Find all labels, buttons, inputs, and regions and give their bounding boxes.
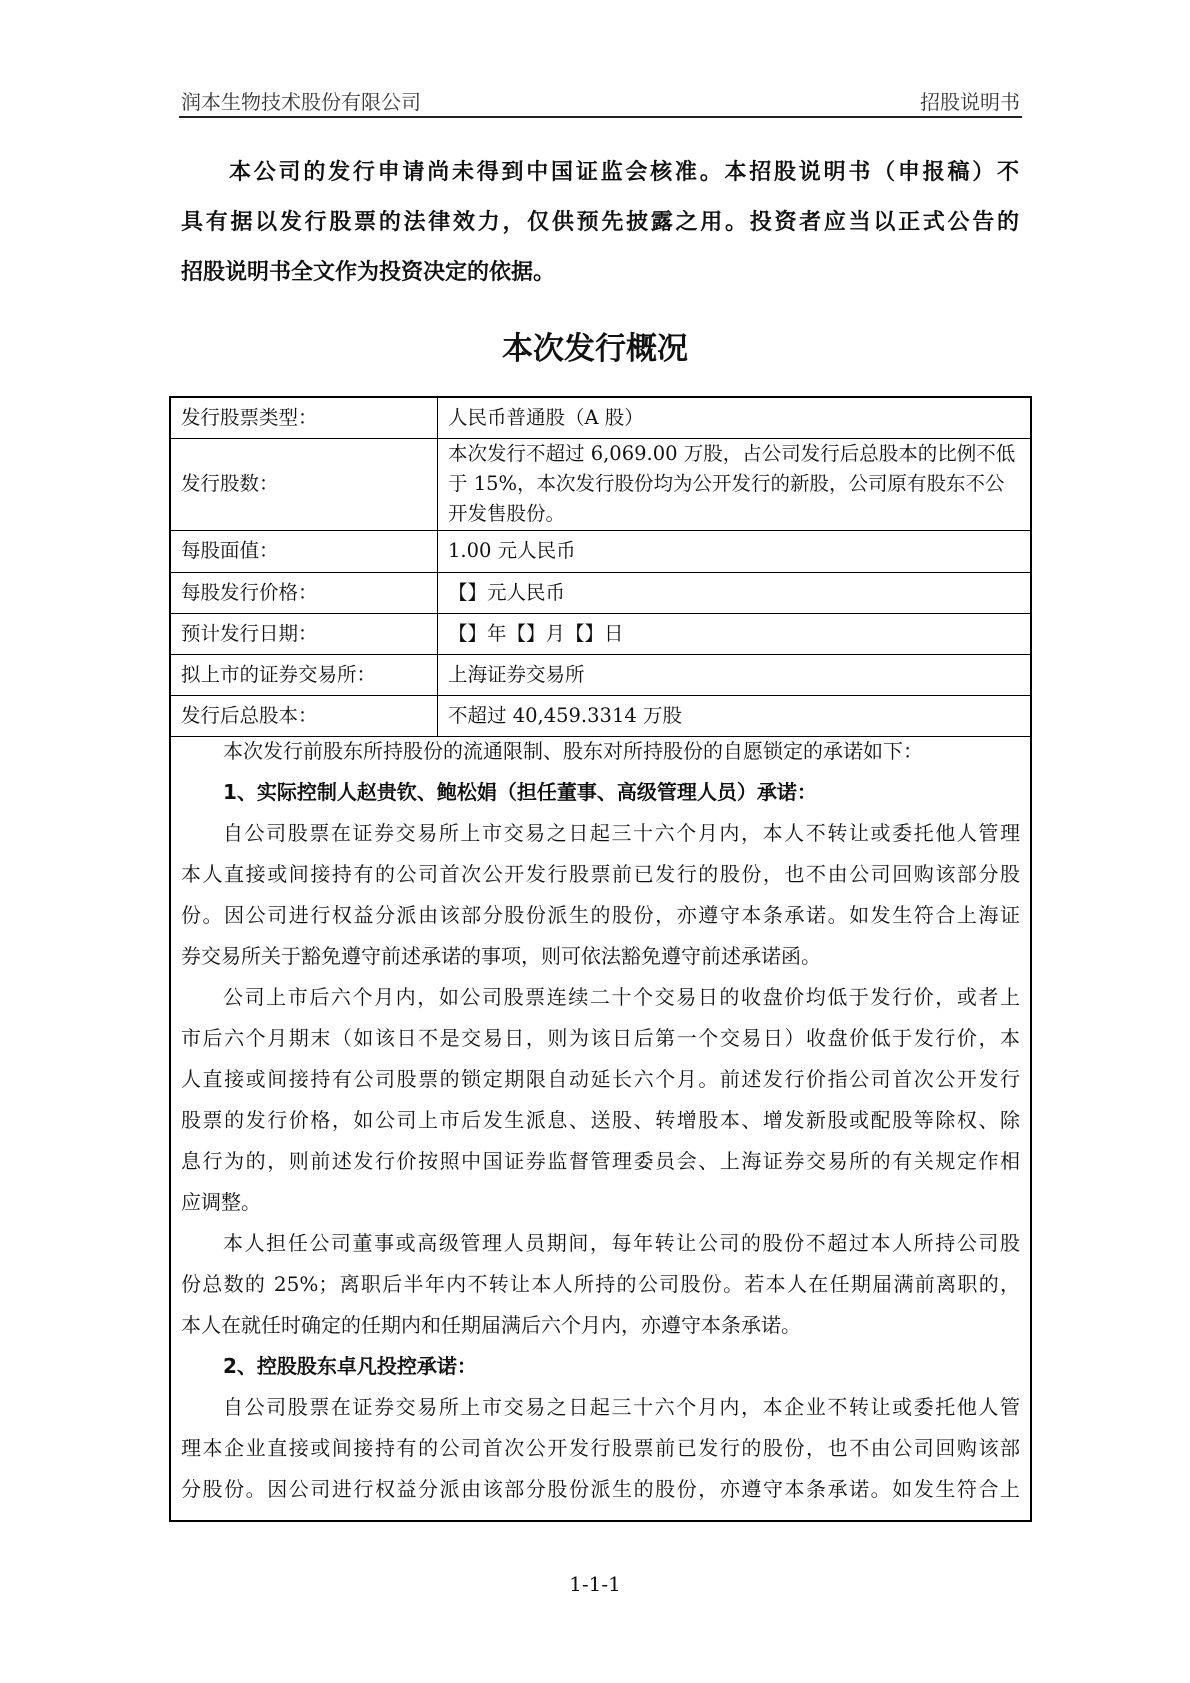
body-line: 本人直接或间接持有的公司首次公开发行股票前已发行的股份，也不由公司回购该部分股 (181, 862, 1020, 886)
table-row (171, 572, 1030, 613)
row-label: 拟上市的证券交易所： (171, 654, 438, 695)
body-line: 公司上市后六个月内，如公司股票连续二十个交易日的收盘价均低于发行价，或者上 (223, 985, 1020, 1009)
disclaimer-paragraph (181, 155, 1019, 305)
body-line: 分股份。因公司进行权益分派由该部分股份派生的股份，亦遵守本条承诺。如发生符合上 (181, 1477, 1020, 1501)
row-value: 上海证券交易所 (438, 654, 1031, 695)
body-line: 自公司股票在证券交易所上市交易之日起三十六个月内，本企业不转让或委托他人管 (223, 1395, 1020, 1419)
table-row (171, 613, 1030, 654)
disclaimer-line: 本公司的发行申请尚未得到中国证监会核准。本招股说明书（申报稿）不 (229, 160, 1019, 185)
body-line: 券交易所关于豁免遵守前述承诺的事项，则可依法豁免遵守前述承诺函。 (181, 944, 821, 968)
lockup-commitments (181, 736, 1020, 1515)
body-line: 份总数的 25%；离职后半年内不转让本人所持的公司股份。若本人在任期届满前离职的， (181, 1272, 1020, 1296)
table-row (171, 530, 1030, 572)
header-doc-type: 招股说明书 (920, 90, 1020, 114)
commitment-heading: 2、控股股东卓凡投控承诺： (223, 1354, 477, 1378)
offering-table (171, 398, 1030, 737)
section-title: 本次发行概况 (502, 331, 688, 367)
body-line: 股票的发行价格，如公司上市后发生派息、送股、转增股本、增发新股或配股等除权、除 (181, 1108, 1020, 1132)
row-label: 每股发行价格： (171, 572, 438, 613)
body-line: 息行为的，则前述发行价按照中国证券监督管理委员会、上海证券交易所的有关规定作相 (181, 1149, 1020, 1173)
disclaimer-line: 招股说明书全文作为投资决定的依据。 (181, 260, 556, 285)
row-label: 发行股票类型： (171, 398, 438, 438)
body-line: 本次发行前股东所持股份的流通限制、股东对所持股份的自愿锁定的承诺如下： (223, 739, 923, 763)
table-row (171, 438, 1030, 530)
body-line: 理本企业直接或间接持有的公司首次公开发行股票前已发行的股份，也不由公司回购该部 (181, 1436, 1020, 1460)
row-value: 不超过 40,459.3314 万股 (438, 695, 1031, 736)
row-value: 人民币普通股（A 股） (438, 398, 1031, 438)
row-label: 发行股数： (171, 438, 438, 530)
body-line: 市后六个月期末（如该日不是交易日，则为该日后第一个交易日）收盘价低于发行价，本 (181, 1026, 1020, 1050)
row-value: 【】年【】月【】日 (438, 613, 1031, 654)
commitment-heading: 1、实际控制人赵贵钦、鲍松娟（担任董事、高级管理人员）承诺： (223, 780, 817, 804)
disclaimer-line: 具有据以发行股票的法律效力，仅供预先披露之用。投资者应当以正式公告的 (181, 210, 1019, 235)
row-value: 【】元人民币 (438, 572, 1031, 613)
body-line: 人直接或间接持有公司股票的锁定期限自动延长六个月。前述发行价指公司首次公开发行 (181, 1067, 1020, 1091)
row-value: 1.00 元人民币 (438, 530, 1031, 572)
page-number: 1-1-1 (569, 1572, 621, 1596)
offering-overview-box (169, 396, 1032, 1522)
table-row (171, 398, 1030, 438)
body-line: 自公司股票在证券交易所上市交易之日起三十六个月内，本人不转让或委托他人管理 (223, 821, 1020, 845)
body-line: 本人担任公司董事或高级管理人员期间，每年转让公司的股份不超过本人所持公司股 (223, 1231, 1020, 1255)
page-header (179, 84, 1022, 118)
row-value: 本次发行不超过 6,069.00 万股，占公司发行后总股本的比例不低于 15%，本次发行股份均为公开发行的新股，公司原有股东不公开发售股份。 (438, 438, 1031, 530)
table-row (171, 695, 1030, 736)
body-line: 本人在就任时确定的任期内和任期届满后六个月内，亦遵守本条承诺。 (181, 1313, 801, 1337)
body-line: 应调整。 (181, 1190, 261, 1214)
header-company: 润本生物技术股份有限公司 (181, 90, 421, 114)
row-label: 每股面值： (171, 530, 438, 572)
row-label: 发行后总股本： (171, 695, 438, 736)
table-row (171, 654, 1030, 695)
row-label: 预计发行日期： (171, 613, 438, 654)
body-line: 份。因公司进行权益分派由该部分股份派生的股份，亦遵守本条承诺。如发生符合上海证 (181, 903, 1020, 927)
